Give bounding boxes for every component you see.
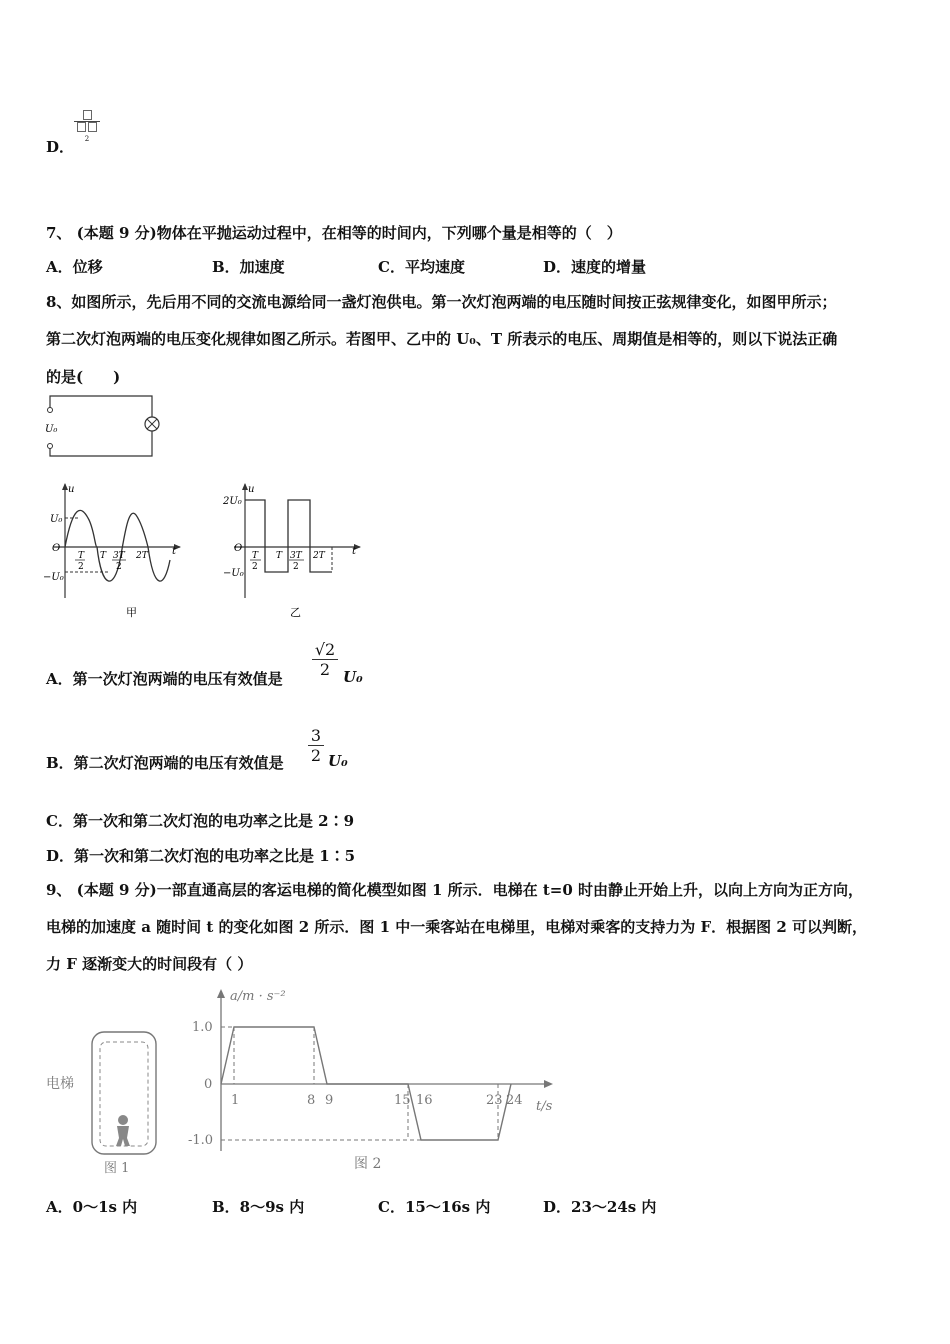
passenger-icon bbox=[116, 1126, 130, 1146]
q8-option-c[interactable]: C．第一次和第二次灯泡的电功率之比是 2∶9 bbox=[46, 812, 355, 830]
q9-stem-line3: 力 F 逐渐变大的时间段有（ ） bbox=[46, 955, 253, 973]
yi-tick-2t: 2T bbox=[313, 551, 325, 561]
fig2-axis-y-label: a/m · s⁻² bbox=[230, 989, 286, 1004]
fraction-denominator: 2 bbox=[310, 746, 322, 765]
fig2-ytick-0: 0 bbox=[204, 1077, 213, 1092]
fig2-caption: 图 2 bbox=[354, 1156, 382, 1172]
circuit-voltage-label: U₀ bbox=[45, 424, 58, 435]
q8-stem-line3: 的是( ) bbox=[46, 368, 121, 386]
q7-option-a[interactable]: A．位移 bbox=[46, 258, 103, 276]
q8-option-a[interactable] bbox=[46, 668, 283, 689]
q8-option-a-fraction bbox=[312, 640, 338, 679]
q8-circuit-diagram bbox=[42, 392, 162, 462]
jia-ymin-label: −U₀ bbox=[43, 572, 64, 583]
fig2-xtick-16: 16 bbox=[416, 1093, 433, 1108]
fig1-elevator-label: 电梯 bbox=[46, 1076, 74, 1092]
jia-ymax-label: U₀ bbox=[50, 514, 63, 525]
yi-ymax-label: 2U₀ bbox=[223, 496, 242, 507]
x-axis-arrow bbox=[544, 1080, 553, 1088]
jia-tick-t-half-num: T bbox=[78, 551, 85, 561]
passenger-head bbox=[118, 1115, 128, 1125]
jia-tick-t: T bbox=[100, 551, 107, 561]
q9-figure-1-elevator bbox=[44, 1026, 184, 1186]
yi-origin-label: O bbox=[234, 543, 243, 554]
jia-tick-t-half-den: 2 bbox=[78, 562, 84, 572]
q8-option-b-unit: U₀ bbox=[328, 752, 348, 770]
jia-axis-x-label: t bbox=[172, 546, 177, 557]
yi-ymin-label: −U₀ bbox=[223, 568, 244, 579]
fig2-ytick-1: 1.0 bbox=[192, 1020, 213, 1035]
q7-option-c[interactable]: C．平均速度 bbox=[378, 258, 465, 276]
q7-option-d[interactable]: D．速度的增量 bbox=[543, 258, 647, 276]
exponent: 2 bbox=[84, 135, 90, 143]
q9-option-a[interactable]: A．0～1s 内 bbox=[46, 1198, 138, 1216]
q9-stem-line1: 9、 (本题 9 分)一部直通高层的客运电梯的简化模型如图 1 所示．电梯在 t=0 时由静止开始上升，以向上方向为正方向， bbox=[46, 881, 863, 899]
q8-graph-yi bbox=[220, 480, 370, 620]
q8-option-a-unit: U₀ bbox=[343, 668, 363, 686]
fig2-xtick-24: 24 bbox=[506, 1093, 523, 1108]
q8-option-b-fraction bbox=[308, 726, 324, 765]
q9-figure-2-graph bbox=[186, 986, 566, 1176]
terminal-bottom bbox=[48, 444, 53, 449]
q8-option-d[interactable]: D．第一次和第二次灯泡的电功率之比是 1∶5 bbox=[46, 847, 356, 865]
fig2-xtick-15: 15 bbox=[394, 1093, 411, 1108]
q7-stem: 7、 (本题 9 分)物体在平抛运动过程中，在相等的时间内，下列哪个量是相等的（ ） bbox=[46, 224, 622, 242]
q6-option-d-label: D． bbox=[46, 138, 75, 156]
yi-tick-3t-half-den: 2 bbox=[293, 562, 299, 572]
fraction-numerator: 3 bbox=[308, 726, 324, 746]
fraction-numerator: √2 bbox=[312, 640, 338, 660]
q9-option-d[interactable]: D．23～24s 内 bbox=[543, 1198, 657, 1216]
q8-stem-line2: 第二次灯泡两端的电压变化规律如图乙所示。若图甲、乙中的 U₀、T 所表示的电压、周期值是相等的，则以下说法正确 bbox=[46, 330, 838, 348]
y-axis-arrow bbox=[217, 989, 225, 998]
q9-option-b[interactable]: B．8～9s 内 bbox=[212, 1198, 305, 1216]
q8-option-a-text: A．第一次灯泡两端的电压有效值是 bbox=[46, 670, 283, 688]
jia-axis-y-label: u bbox=[68, 484, 75, 495]
yi-tick-t-half-den: 2 bbox=[252, 562, 258, 572]
fig2-xtick-1: 1 bbox=[231, 1093, 240, 1108]
jia-caption: 甲 bbox=[126, 606, 137, 619]
q9-stem-line2: 电梯的加速度 a 随时间 t 的变化如图 2 所示．图 1 中一乘客站在电梯里，电梯对乘客的支持力为 F．根据图 2 可以判断， bbox=[46, 918, 868, 936]
placeholder-glyph bbox=[83, 110, 92, 120]
q8-graph-jia bbox=[40, 480, 190, 620]
fig2-axis-x-label: t/s bbox=[536, 1099, 553, 1114]
jia-tick-3t-half-num: 3T bbox=[113, 551, 125, 561]
placeholder-glyph bbox=[88, 122, 97, 132]
fraction-denominator: 2 bbox=[319, 660, 331, 679]
terminal-top bbox=[48, 408, 53, 413]
yi-axis-y-label: u bbox=[248, 484, 255, 495]
q8-stem-line1: 8、如图所示，先后用不同的交流电源给同一盏灯泡供电。第一次灯泡两端的电压随时间按正弦规律变化，如图甲所示； bbox=[46, 293, 837, 311]
placeholder-glyph bbox=[77, 122, 86, 132]
q9-option-c[interactable]: C．15～16s 内 bbox=[378, 1198, 491, 1216]
fig2-ytick-neg1: -1.0 bbox=[188, 1133, 214, 1148]
fig2-xtick-23: 23 bbox=[486, 1093, 503, 1108]
q8-option-b[interactable] bbox=[46, 752, 284, 773]
yi-tick-t: T bbox=[276, 551, 283, 561]
fig2-xtick-8: 8 bbox=[307, 1093, 316, 1108]
jia-origin-label: O bbox=[52, 543, 61, 554]
q7-option-b[interactable]: B．加速度 bbox=[212, 258, 285, 276]
yi-tick-3t-half-num: 3T bbox=[290, 551, 302, 561]
jia-tick-3t-half-den: 2 bbox=[116, 562, 122, 572]
jia-tick-2t: 2T bbox=[136, 551, 148, 561]
q6-option-d-expression bbox=[74, 110, 100, 148]
yi-caption: 乙 bbox=[290, 606, 301, 619]
yi-tick-t-half-num: T bbox=[252, 551, 259, 561]
yi-axis-x-label: t bbox=[352, 546, 357, 557]
circuit-wire bbox=[50, 396, 152, 456]
fig2-xtick-9: 9 bbox=[325, 1093, 334, 1108]
fig1-caption: 图 1 bbox=[104, 1161, 130, 1176]
q8-option-b-text: B．第二次灯泡两端的电压有效值是 bbox=[46, 754, 284, 772]
